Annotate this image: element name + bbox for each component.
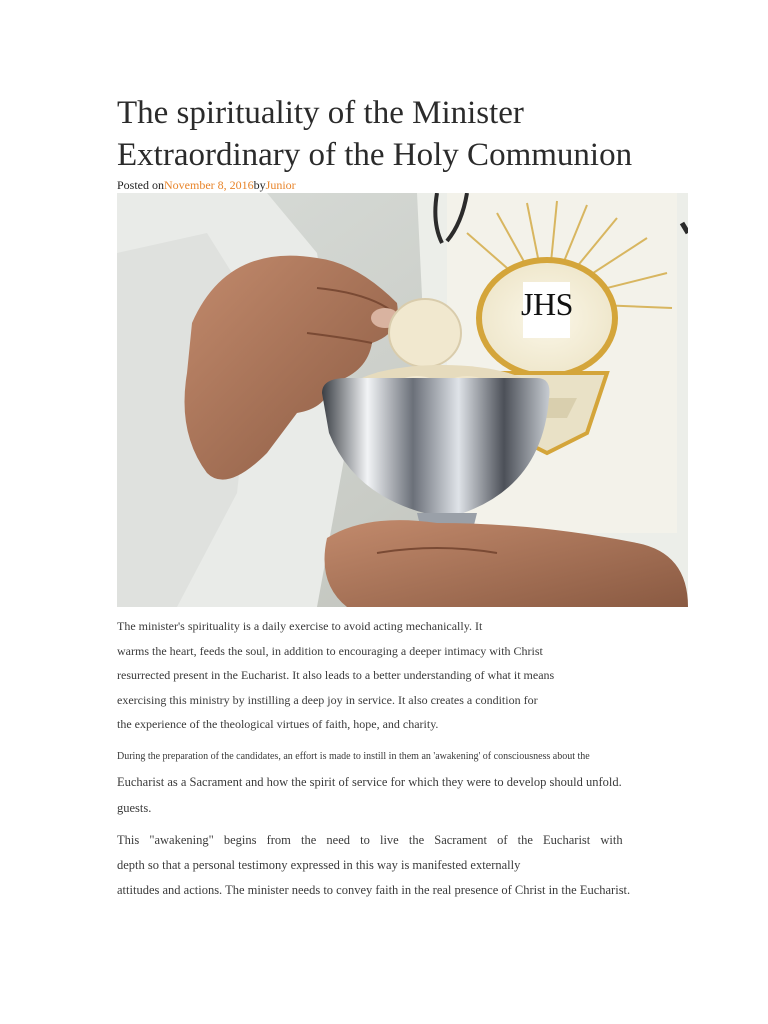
jhs-label: JHS bbox=[521, 286, 573, 322]
paragraph-line: guests. bbox=[117, 801, 152, 815]
paragraph-3 bbox=[117, 828, 630, 903]
paragraph-line: During the preparation of the candidates, an effort is made to instill in them an 'awakening' of consciousness about the bbox=[117, 751, 590, 762]
paragraph-line: exercising this ministry by instilling a deep joy in service. It also creates a condition for bbox=[117, 692, 538, 707]
paragraph-line: attitudes and actions. The minister needs to convey faith in the real presence of Christ in the Eucharist. bbox=[117, 883, 631, 897]
paragraph-line: depth so that a personal testimony expressed in this way is manifested externally bbox=[117, 858, 521, 872]
paragraph-2 bbox=[117, 745, 622, 821]
paragraph-line: resurrected present in the Eucharist. It also leads to a better understanding of what it means bbox=[117, 668, 555, 682]
paragraph-1 bbox=[117, 614, 554, 737]
title-line-2: Extraordinary of the Holy Communion bbox=[117, 137, 633, 173]
paragraph-line: Eucharist as a Sacrament and how the spirit of service for which they were to develop should unfold. bbox=[117, 775, 622, 789]
communion-photo-illustration bbox=[117, 193, 688, 607]
post-date-link[interactable]: November 8, 2016 bbox=[164, 178, 254, 192]
paragraph-line: The minister's spirituality is a daily exercise to avoid acting mechanically. It bbox=[117, 619, 483, 633]
paragraph-line: This "awakening" begins from the need to live the Sacrament of the Eucharist with bbox=[117, 833, 623, 847]
paragraph-line: warms the heart, feeds the soul, in addition to encouraging a deeper intimacy with Christ bbox=[117, 643, 543, 658]
page-title bbox=[117, 92, 692, 176]
featured-image bbox=[117, 193, 688, 607]
author-link[interactable]: Junior bbox=[265, 178, 296, 192]
by-label: by bbox=[253, 178, 266, 192]
posted-on-label: Posted on bbox=[117, 178, 165, 192]
post-meta bbox=[117, 177, 296, 193]
paragraph-line: the experience of the theological virtues of faith, hope, and charity. bbox=[117, 717, 439, 731]
title-line-1: The spirituality of the Minister bbox=[117, 95, 524, 131]
